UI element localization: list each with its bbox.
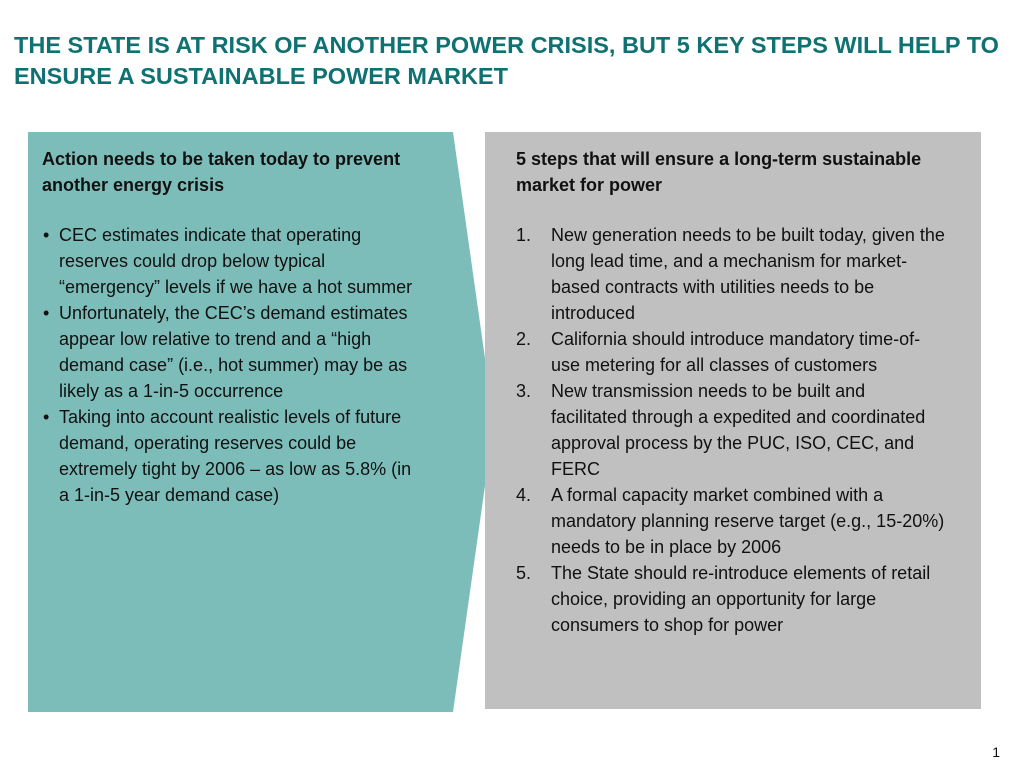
step-number: 5. (516, 563, 532, 583)
step-text: The State should re-introduce elements of retail choice, providing an opportunity for large consumers to shop for power (551, 563, 931, 635)
step-number: 1. (516, 225, 532, 245)
step-item (516, 326, 946, 378)
bullet-text: CEC estimates indicate that operating reserves could drop below typical “emergency” levels if we have a hot summer (59, 225, 413, 297)
right-panel-heading: 5 steps that will ensure a long-term sustainable market for power (516, 149, 922, 195)
left-panel-heading: Action needs to be taken today to prevent another energy crisis (42, 149, 401, 195)
left-bullet-list (42, 222, 422, 508)
bullet-item (42, 300, 422, 404)
step-item (516, 482, 946, 560)
steps-list (516, 222, 946, 638)
step-text: New transmission needs to be built and facilitated through a expedited and coordinated approval process by the PUC, ISO, CEC, and FERC (551, 381, 926, 479)
step-number: 3. (516, 381, 532, 401)
step-item (516, 222, 946, 326)
step-number: 4. (516, 485, 532, 505)
bullet-item (42, 404, 422, 508)
bullet-item (42, 222, 422, 300)
step-text: A formal capacity market combined with a mandatory planning reserve target (e.g., 15-20%) needs to be in place by 2006 (551, 485, 945, 557)
bullet-icon: • (43, 225, 50, 245)
step-text: California should introduce mandatory time-of-use metering for all classes of customers (551, 329, 921, 375)
page-number: 1 (992, 744, 1000, 760)
step-item (516, 378, 946, 482)
bullet-text: Unfortunately, the CEC’s demand estimates appear low relative to trend and a “high demand case” (i.e., hot summer) may be as likely as a 1-in-5 occurrence (59, 303, 408, 401)
step-text: New generation needs to be built today, given the long lead time, and a mechanism for market-based contracts with utilities needs to be introduced (551, 225, 945, 323)
bullet-icon: • (43, 303, 50, 323)
bullet-text: Taking into account realistic levels of future demand, operating reserves could be extremely tight by 2006 – as low as 5.8% (in a 1-in-5 year demand case) (59, 407, 412, 505)
step-item (516, 560, 946, 638)
bullet-icon: • (43, 407, 50, 427)
step-number: 2. (516, 329, 532, 349)
slide-title: THE STATE IS AT RISK OF ANOTHER POWER CRISIS, BUT 5 KEY STEPS WILL HELP TO ENSURE A SUSTAINABLE POWER MARKET (14, 32, 999, 89)
